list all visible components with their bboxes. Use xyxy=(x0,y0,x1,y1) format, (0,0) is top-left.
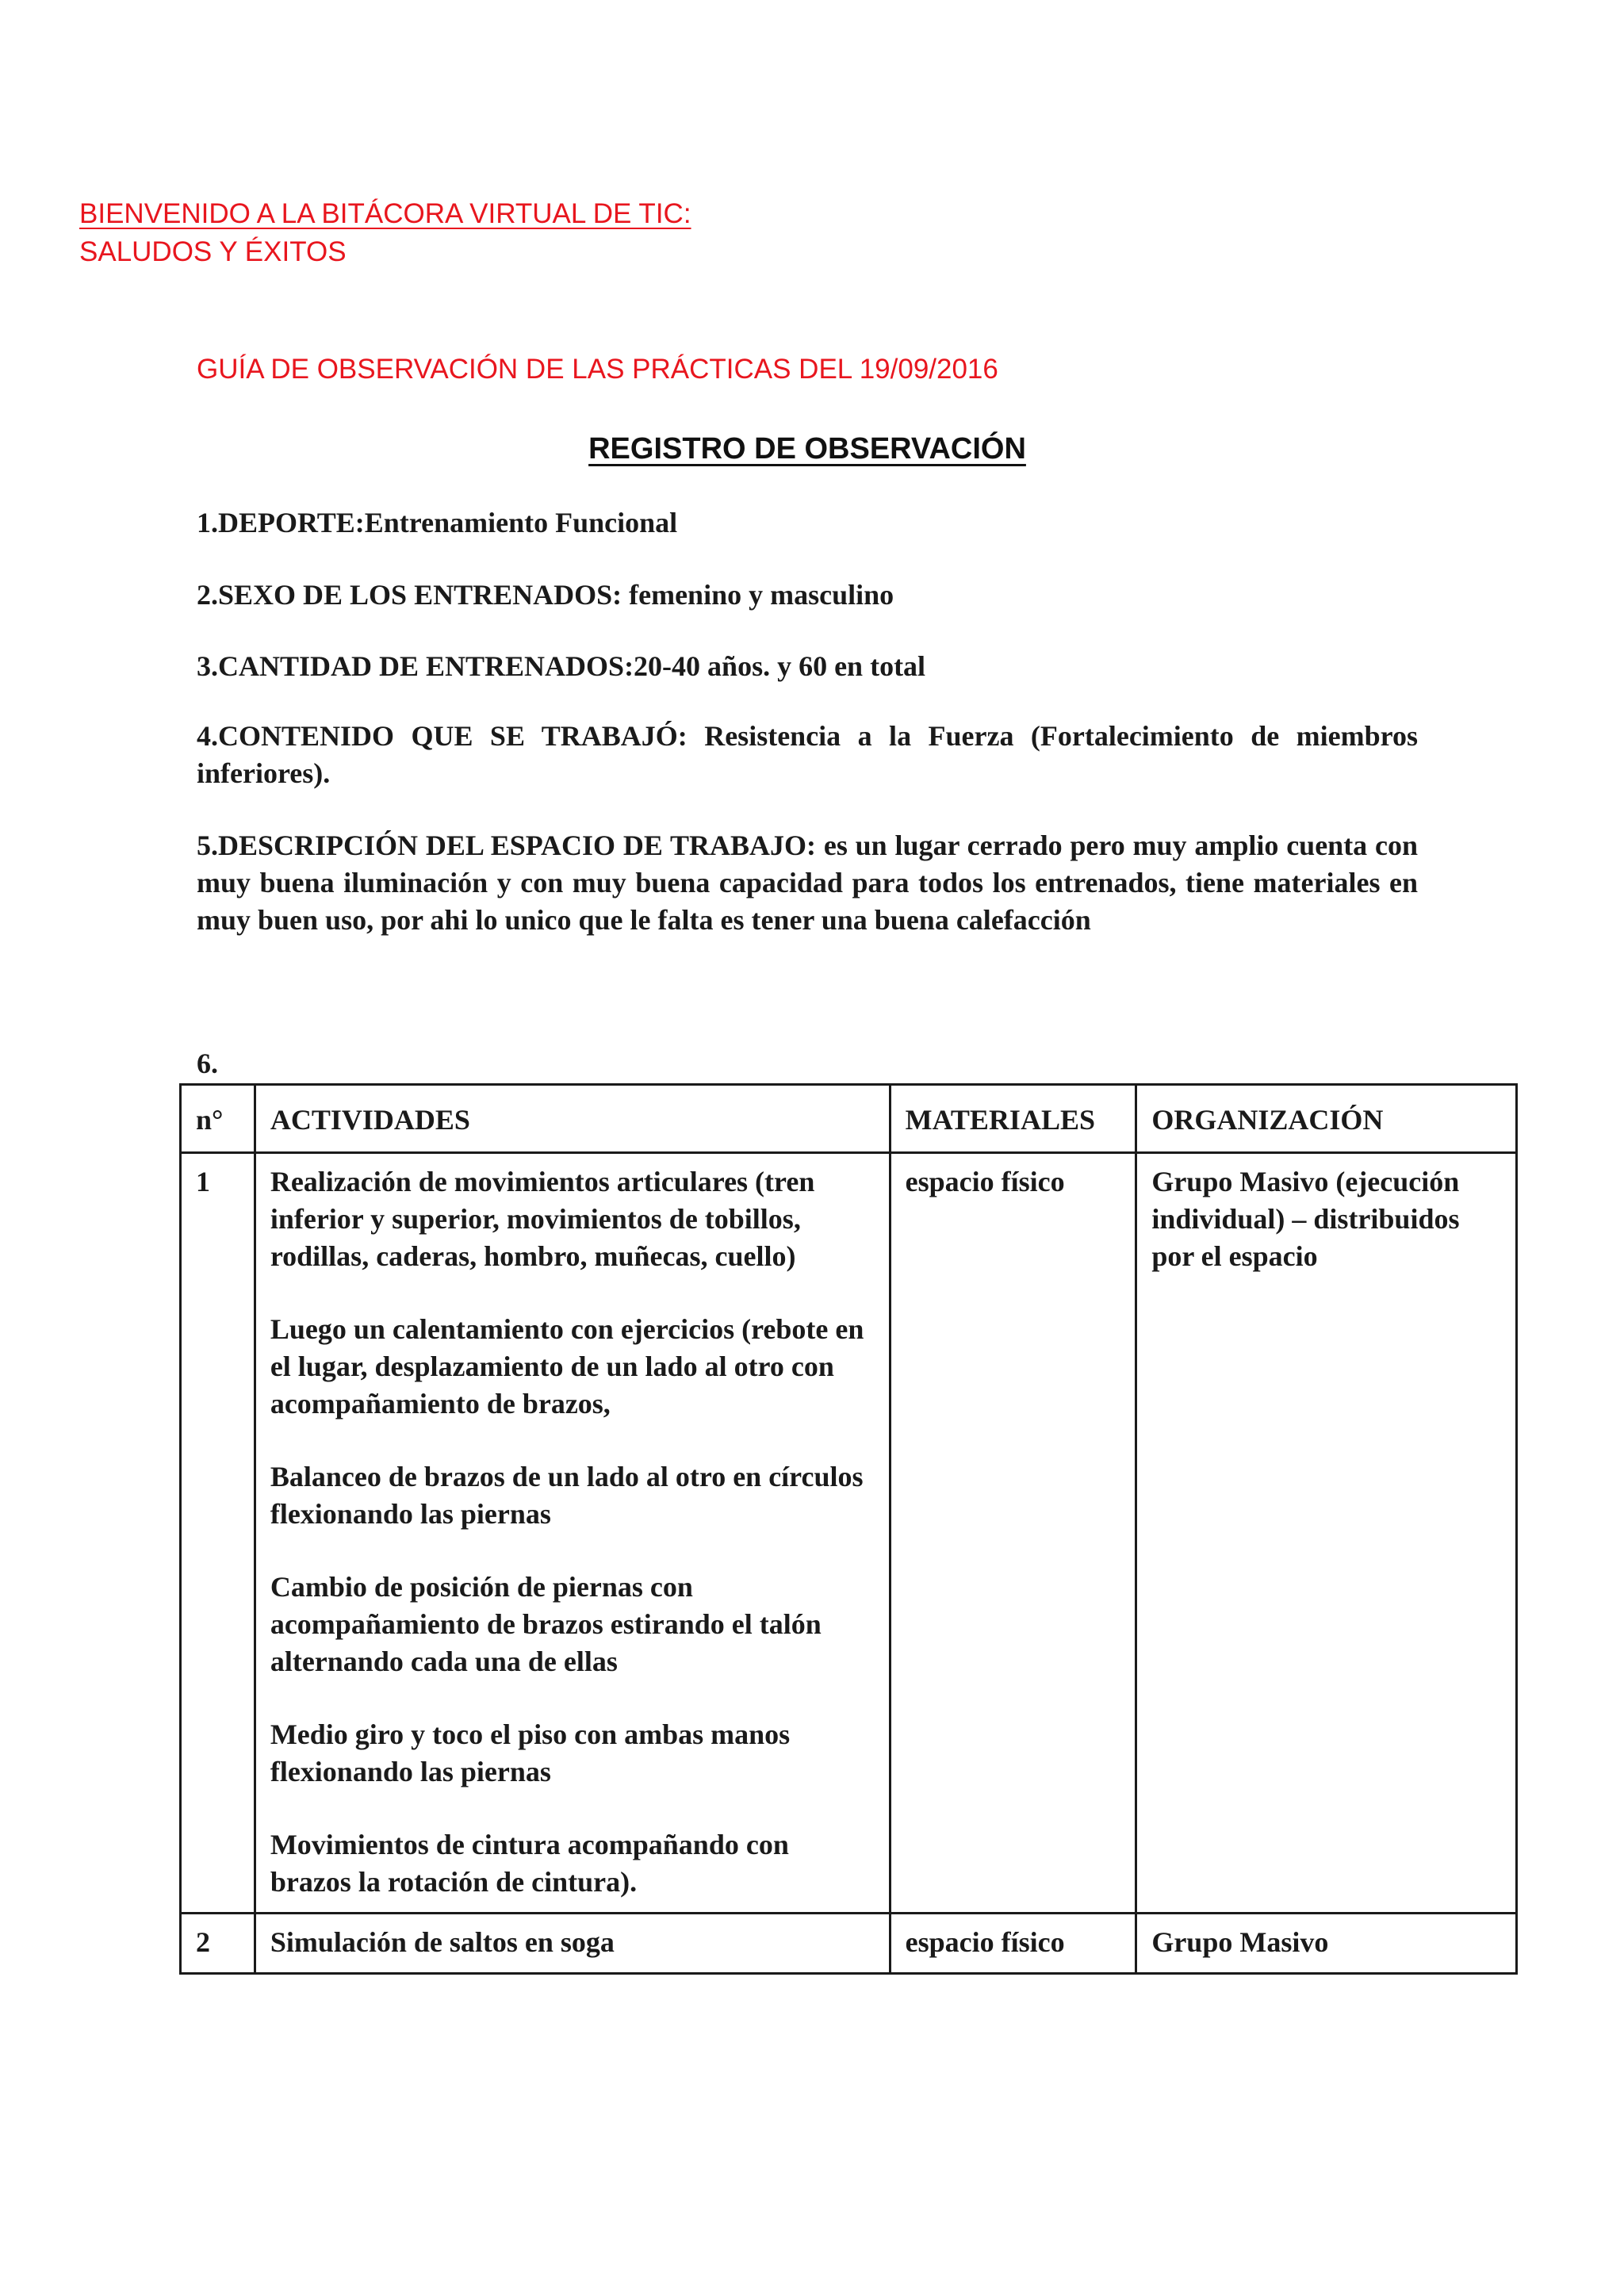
activity-paragraph: Movimientos de cintura acompañando con brazos la rotación de cintura). xyxy=(270,1829,789,1898)
header-number: n° xyxy=(181,1085,255,1153)
header-organization: ORGANIZACIÓN xyxy=(1136,1085,1517,1153)
activity-table xyxy=(179,1083,1518,1975)
activity-paragraph: Balanceo de brazos de un lado al otro en círculos flexionando las piernas xyxy=(270,1461,864,1530)
blog-greeting-line: SALUDOS Y ÉXITOS xyxy=(79,236,347,267)
guide-title: GUÍA DE OBSERVACIÓN DE LAS PRÁCTICAS DEL 19/09/2016 xyxy=(197,354,998,385)
activity-paragraph: Luego un calentamiento con ejercicios (rebote en el lugar, desplazamiento de un lado al otro con acompañamiento de brazos, xyxy=(270,1313,864,1420)
header-materials: MATERIALES xyxy=(890,1085,1136,1153)
blog-header xyxy=(79,195,691,271)
table-row xyxy=(181,1153,1517,1914)
item-space-description: 5.DESCRIPCIÓN DEL ESPACIO DE TRABAJO: es un lugar cerrado pero muy amplio cuenta con muy buena iluminación y con muy buena capacidad para todos los entrenados, tiene materiales en muy buen uso, por ahi lo unico que le falta es tener una buena calefacción xyxy=(197,829,1418,936)
row-materials: espacio físico xyxy=(890,1914,1136,1974)
document-heading: REGISTRO DE OBSERVACIÓN xyxy=(588,432,1026,466)
activity-paragraph: Medio giro y toco el piso con ambas manos flexionando las piernas xyxy=(270,1718,791,1787)
item-content: 4.CONTENIDO QUE SE TRABAJÓ: Resistencia a la Fuerza (Fortalecimiento de miembros inferiores). xyxy=(197,720,1418,789)
row-organization: Grupo Masivo xyxy=(1136,1914,1517,1974)
row-activities xyxy=(255,1153,890,1914)
table-row xyxy=(181,1914,1517,1974)
row-materials: espacio físico xyxy=(890,1153,1136,1914)
activity-paragraph: Realización de movimientos articulares (tren inferior y superior, movimientos de tobillos, rodillas, caderas, hombro, muñecas, cuello) xyxy=(270,1166,815,1272)
row-number: 2 xyxy=(181,1914,255,1974)
row-number: 1 xyxy=(181,1153,255,1914)
activity-paragraph: Cambio de posición de piernas con acompañamiento de brazos estirando el talón alternando cada una de ellas xyxy=(270,1571,822,1677)
item-quantity: 3.CANTIDAD DE ENTRENADOS:20-40 años. y 60 en total xyxy=(197,650,926,682)
item-table-number: 6. xyxy=(197,1048,218,1079)
row-activities xyxy=(255,1914,890,1974)
blog-welcome-line: BIENVENIDO A LA BITÁCORA VIRTUAL DE TIC: xyxy=(79,198,691,229)
activity-paragraph: Simulación de saltos en soga xyxy=(270,1926,615,1958)
row-organization: Grupo Masivo (ejecución individual) – distribuidos por el espacio xyxy=(1136,1153,1517,1914)
item-sex: 2.SEXO DE LOS ENTRENADOS: femenino y masculino xyxy=(197,579,894,611)
item-sport: 1.DEPORTE:Entrenamiento Funcional xyxy=(197,507,678,538)
table-header-row xyxy=(181,1085,1517,1153)
header-activities: ACTIVIDADES xyxy=(255,1085,890,1153)
